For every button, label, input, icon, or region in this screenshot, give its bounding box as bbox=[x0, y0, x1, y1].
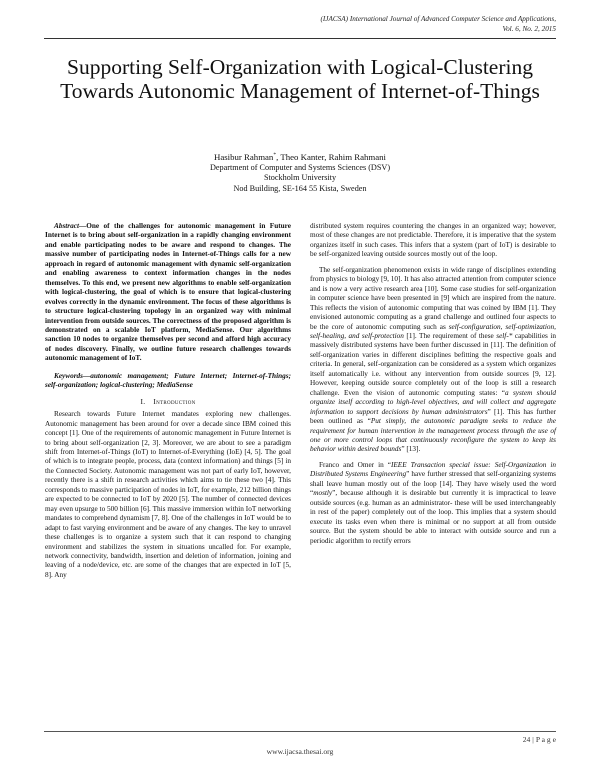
journal-header bbox=[321, 14, 556, 34]
abstract-text: —One of the challenges for autonomic management in Future Internet is to bring about self-organization in a rapidly changing environment and enable participating nodes to be aware and respond to changes. The massive number of participating nodes in Internet-of-Things calls for a new approach in regard of autonomic management with dynamic self-organization and enabling awareness to context information changes in the nodes themselves. To this end, we present new algorithms to enable self-organization with logical-clustering, the goal of which is to ensure that logical-clustering evolves correctly in the dynamic environment. The focus of these algorithms is to structure logical-clustering topology in an organized way with minimal intervention from outside sources. The correctness of the proposed algorithm is demonstrated on a scalable IoT platform, MediaSense. Our algorithms sanction 10 nodes to organize themselves per second and afford high accuracy of nodes discovery. Finally, we outline future research challenges towards autonomic management of IoT. bbox=[45, 222, 291, 363]
emphasis-run: IEEE Transaction special issue: Self-Organization in Distributed Systems Engineering bbox=[310, 460, 557, 479]
intro-paragraph-2: distributed system requires countering the changes in an organized way; however, most of these changes are not predictable. Therefore, it is imperative that the system organizes itself in such cases. This infers that a system (part of IoT) is desirable to be self-organized leaving outside sources mostly out of the loop. bbox=[310, 222, 556, 259]
text-run: Franco and Omer in “ bbox=[319, 460, 391, 469]
left-column bbox=[45, 222, 291, 586]
intro-paragraph-3 bbox=[310, 266, 556, 455]
right-column bbox=[310, 222, 556, 552]
author-affiliation: Department of Computer and Systems Sciences (DSV) bbox=[209, 162, 391, 172]
text-run: ”, because although it is desirable but currently it is impractical to leave outside sources (e.g. human as an administrator- these will be used interchangeably in rest of the paper) completely out of the loop. This implies that a system should execute its tasks even when there is minimal or no support at all from outside source. But the system should be able to interact with outside source and run a periodic algorithm to rectify errors bbox=[310, 489, 556, 545]
author-block bbox=[100, 150, 500, 194]
abstract bbox=[45, 222, 291, 364]
text-run: [1]. The requirement of these bbox=[403, 331, 497, 340]
text-run: ” have further stressed that self-organizing systems shall leave human mostly out of the loop [14]. They have wisely used the word “ bbox=[310, 470, 556, 498]
page-number bbox=[523, 735, 556, 744]
text-run: capabilities in massively distributed systems have been further discussed in [11]. The definition of self-organization varies in different disciplines befitting the respective goals and criteria. In general, self-organization can be considered as a system which organizes itself automatically i.e. without any intervention from outside sources [9, 12]. However, keeping outside source completely out of the loop is still a research challenge. Even the vision of autonomic computing states: “ bbox=[310, 331, 556, 397]
section-title: Introduction bbox=[153, 396, 196, 406]
co-authors: , Theo Kanter, Rahim Rahmani bbox=[276, 151, 387, 162]
journal-volume: Vol. 6, No. 2, 2015 bbox=[502, 25, 556, 33]
footer-url[interactable]: www.ijacsa.thesai.org bbox=[266, 747, 334, 756]
intro-paragraph-1: Research towards Future Internet mandates exploring new challenges. Autonomic management has been around for over a decade since IBM coined this concept [1]. One of the requirements of autonomic management in Future Internet is to bring about self-organization [2, 3]. Moreover, we are about to see a paradigm shift from Internet-of-Things (IoT) to Internet-of-Everything (IoE) [4, 5]. The goal of which is to integrate people, process, data (context information) and things [5] in the Connected Society. Autonomic management was not part of early IoT, however, recently there is a shift in research activities which aims to tie these two [4]. This corresponds to massive participation of nodes in IoT, for example, 212 billion things are expected to be connected to IoT by 2020 [5]. The number of connected devices may even upsurge to 500 billion [6]. This massive immersion within IoT networking mandates to comprehend dynamism [7, 8]. One of the challenges in IoT would be to adapt to fast varying environment and be aware of any changes. The key to unravel these challenges is to organize a system such that it can respond to changing environment and stabilizes the system in situations uncalled for. For example, network connectivity, bandwidth, insertion and deletion of information, joining and leaving of a node/device, etc. are some of the changes that are expected in IoT [5, 8]. Any bbox=[45, 410, 291, 579]
corresponding-author-mark: * bbox=[273, 152, 277, 158]
author-names bbox=[100, 150, 500, 163]
quote-run: Put simply, the autonomic paradigm seeks to reduce the requirement for human intervention in the management process through the use of one or more control loops that continuously reconfigure the system to keep its behavior within desired bounds bbox=[310, 417, 556, 454]
quote-run: a system should organize itself according to high-level objectives, and will collect and aggregate information to support decisions by human administrators bbox=[310, 388, 557, 416]
text-run: ” [13]. bbox=[401, 445, 421, 454]
abstract-label: Abstract bbox=[54, 222, 79, 230]
first-author: Hasibur Rahman bbox=[213, 151, 274, 162]
author-university: Stockholm University bbox=[263, 173, 337, 183]
section-heading-introduction bbox=[45, 397, 291, 406]
emphasis-run: self-configuration, self-optimization, self-healing, and self-protection bbox=[310, 322, 556, 340]
author-address: Nod Building, SE-164 55 Kista, Sweden bbox=[233, 183, 367, 193]
paper-title: Supporting Self-Organization with Logical-Clustering Towards Autonomic Management of Internet-of-Things bbox=[60, 55, 540, 103]
footer-rule bbox=[44, 731, 556, 732]
text-run: The self-organization phenomenon exists in wide range of disciplines extending from physics to biology [9, 10]. It has also attracted attention from computer science and is now a very active research area [10]. Some case studies for self-organization in computer science have been presented in [9] which are inspired from the nature. This reflects the vision of autonomic computing that was coined by IBM [1]. They envisioned autonomic computing as a grand challenge and outlined four aspects to be the core of autonomic computing such as bbox=[310, 265, 556, 331]
section-number: I. bbox=[140, 396, 146, 406]
journal-name: (IJACSA) International Journal of Advanced Computer Science and Applications, bbox=[320, 15, 556, 23]
header-rule bbox=[44, 38, 556, 39]
emphasis-run: mostly bbox=[313, 489, 333, 498]
page-label: P a g e bbox=[535, 735, 556, 744]
keywords-text: —autonomic management; Future Internet; Internet-of-Things; self-organization; logical-clustering; MediaSense bbox=[45, 371, 291, 390]
text-run: ” [1]. This has further been outlined as “ bbox=[310, 407, 556, 426]
keywords bbox=[45, 372, 291, 391]
keywords-label: Keywords bbox=[54, 371, 83, 380]
intro-paragraph-4 bbox=[310, 461, 556, 546]
page-number-value: 24 bbox=[522, 735, 531, 744]
emphasis-run: self-* bbox=[496, 331, 513, 340]
page-separator: | bbox=[532, 735, 534, 744]
